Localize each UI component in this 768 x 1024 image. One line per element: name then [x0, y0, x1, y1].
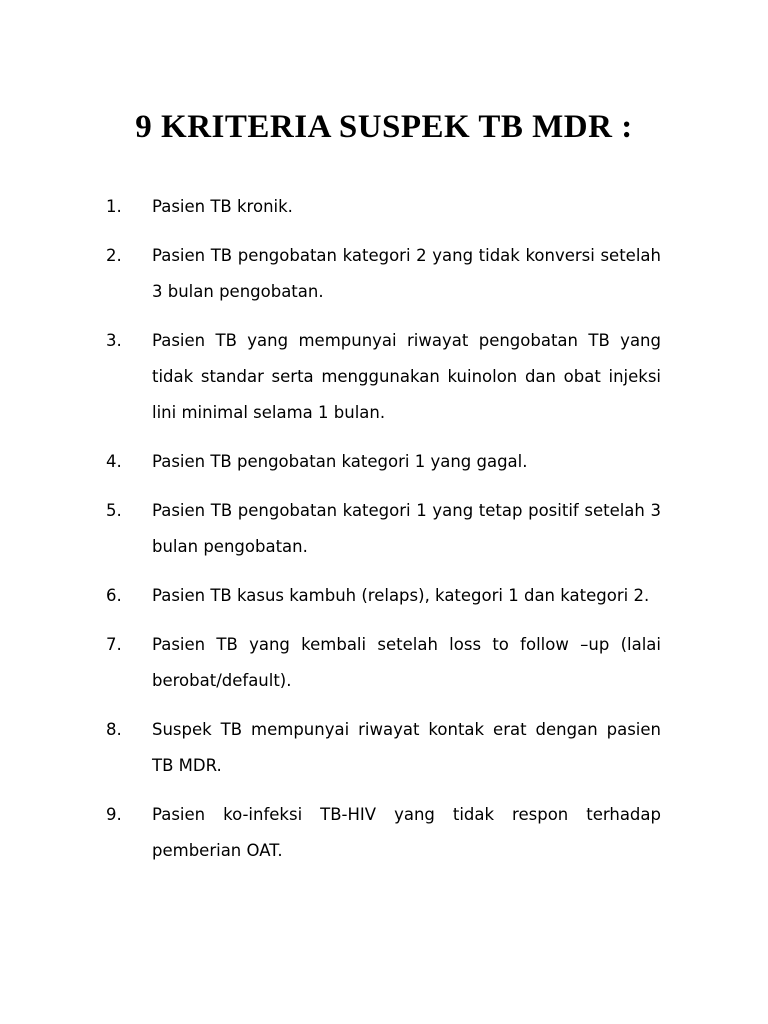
list-item-text: Pasien TB kronik.: [152, 197, 293, 216]
list-item: [0, 797, 768, 869]
list-item: [0, 238, 768, 310]
list-item: [0, 712, 768, 784]
list-item-number: 6.: [106, 586, 122, 605]
list-item-text: Pasien ko-infeksi TB-HIV yang tidak respon terhadap pemberian OAT.: [152, 805, 661, 860]
list-item-number: 7.: [106, 635, 122, 654]
list-item-text: Pasien TB pengobatan kategori 1 yang gagal.: [152, 452, 528, 471]
list-item-text: Suspek TB mempunyai riwayat kontak erat dengan pasien TB MDR.: [152, 720, 661, 775]
criteria-list: [0, 189, 768, 882]
list-item: [0, 189, 768, 225]
list-item-number: 1.: [106, 197, 122, 216]
list-item-number: 9.: [106, 805, 122, 824]
list-item-text: Pasien TB pengobatan kategori 1 yang tetap positif setelah 3 bulan pengobatan.: [152, 501, 661, 556]
list-item-number: 5.: [106, 501, 122, 520]
list-item-text: Pasien TB kasus kambuh (relaps), kategori 1 dan kategori 2.: [152, 586, 650, 605]
list-item-number: 2.: [106, 246, 122, 265]
list-item: [0, 627, 768, 699]
list-item: [0, 493, 768, 565]
list-item-number: 4.: [106, 452, 122, 471]
list-item-text: Pasien TB yang kembali setelah loss to follow –up (lalai berobat/default).: [152, 635, 661, 690]
list-item-text: Pasien TB yang mempunyai riwayat pengobatan TB yang tidak standar serta menggunakan kuinolon dan obat injeksi lini minimal selama 1 bulan.: [152, 331, 661, 422]
list-item-number: 8.: [106, 720, 122, 739]
list-item: [0, 578, 768, 614]
list-item: [0, 444, 768, 480]
list-item-number: 3.: [106, 331, 122, 350]
list-item-text: Pasien TB pengobatan kategori 2 yang tidak konversi setelah 3 bulan pengobatan.: [152, 246, 661, 301]
list-item: [0, 323, 768, 431]
page-title: 9 KRITERIA SUSPEK TB MDR :: [135, 109, 633, 145]
